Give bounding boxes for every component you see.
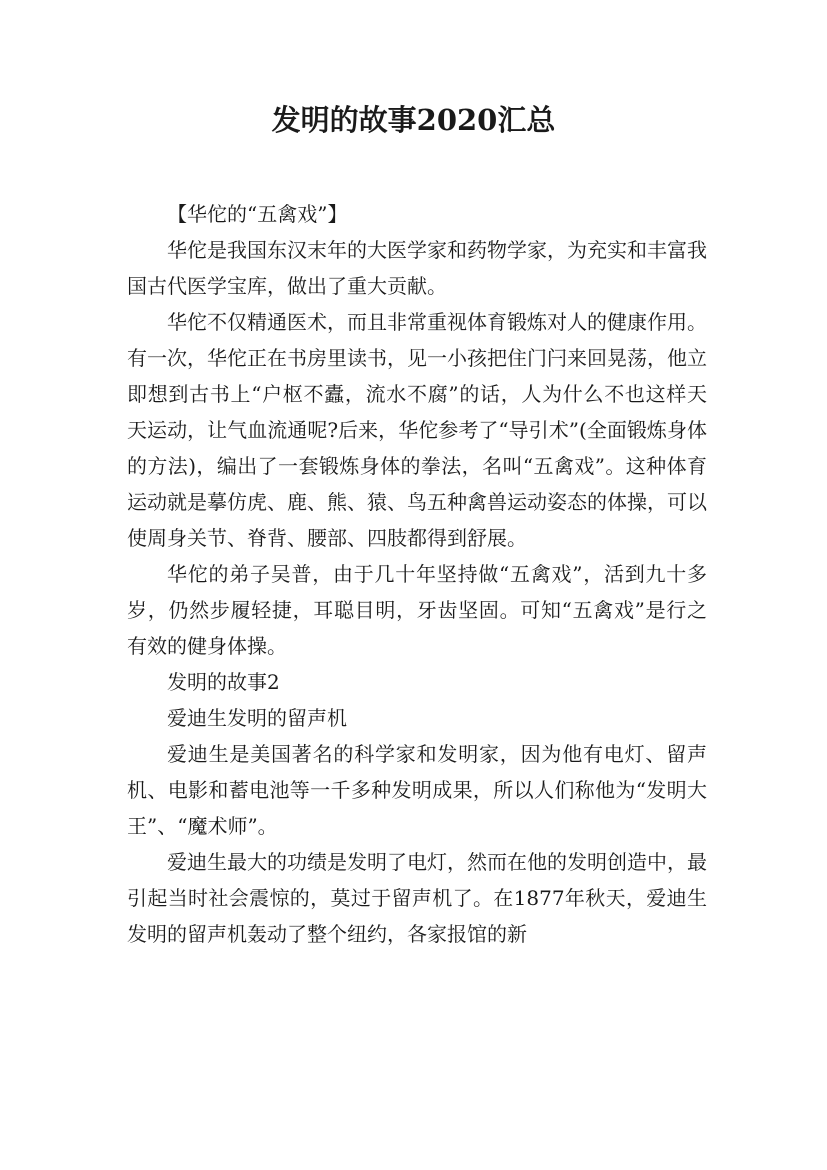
document-title: 发明的故事2020汇总 bbox=[271, 103, 556, 137]
section-heading-huatuo: 【华佗的“五禽戏”】 bbox=[167, 202, 348, 226]
section-heading-story-2: 发明的故事2 bbox=[167, 670, 280, 694]
section-subheading-phonograph: 爱迪生发明的留声机 bbox=[167, 706, 347, 730]
paragraph: 华佗不仅精通医术，而且非常重视体育锻炼对人的健康作用。有一次，华佗正在书房里读书，见一小孩把住门闩来回晃荡，他立即想到古书上“户枢不蠹，流水不腐”的话，人为什么不也这样天天运动，让气血流通呢?后来，华佗参考了“导引术”(全面锻炼身体的方法)，编出了一套锻炼身体的拳法，名叫“五禽戏”。这种体育运动就是摹仿虎、鹿、熊、猿、鸟五种禽兽运动姿态的体操，可以使周身关节、脊背、腰部、四肢都得到舒展。 bbox=[127, 310, 707, 550]
document-body bbox=[127, 196, 707, 952]
paragraph: 华佗的弟子吴普，由于几十年坚持做“五禽戏”，活到九十多岁，仍然步履轻捷，耳聪目明，牙齿坚固。可知“五禽戏”是行之有效的健身体操。 bbox=[127, 562, 707, 658]
paragraph: 爱迪生最大的功绩是发明了电灯，然而在他的发明创造中，最引起当时社会震惊的，莫过于留声机了。在1877年秋天，爱迪生发明的留声机轰动了整个纽约，各家报馆的新 bbox=[127, 850, 707, 946]
paragraph: 爱迪生是美国著名的科学家和发明家，因为他有电灯、留声机、电影和蓄电池等一千多种发明成果，所以人们称他为“发明大王”、“魔术师”。 bbox=[127, 742, 707, 838]
paragraph: 华佗是我国东汉末年的大医学家和药物学家，为充实和丰富我国古代医学宝库，做出了重大贡献。 bbox=[127, 238, 707, 298]
